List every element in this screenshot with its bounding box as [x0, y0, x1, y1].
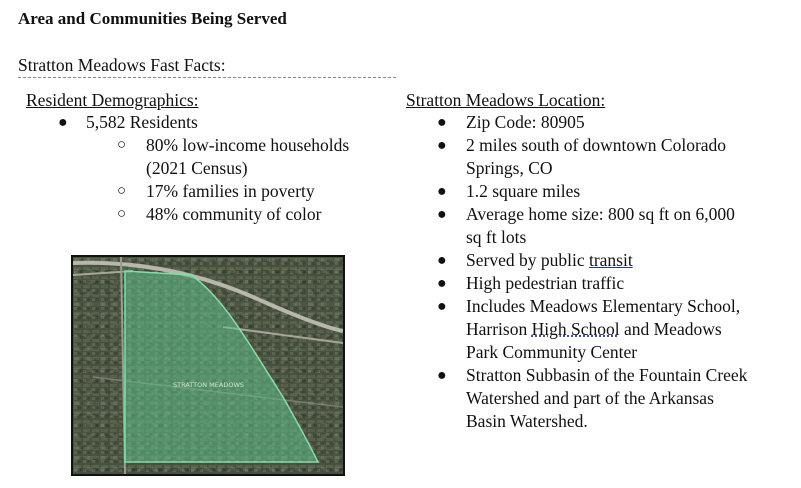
bullet-icon: ●: [437, 206, 447, 223]
low-income-item: 80% low-income households: [146, 135, 350, 155]
demographics-title: Resident Demographics:: [26, 90, 199, 110]
home-size-item: Average home size: 800 sq ft on 6,000: [466, 204, 735, 224]
low-income-item-cont: (2021 Census): [146, 158, 248, 178]
schools-item-cont2: Park Community Center: [466, 342, 638, 362]
poverty-item: 17% families in poverty: [146, 181, 315, 201]
distance-item: 2 miles south of downtown Colorado: [466, 135, 727, 155]
transit-prefix: Served by public: [466, 250, 589, 270]
zip-item: Zip Code: 80905: [466, 112, 585, 132]
watershed-item-cont: Watershed and part of the Arkansas: [466, 388, 714, 408]
location-title: Stratton Meadows Location:: [406, 90, 606, 110]
bullet-icon: ●: [437, 298, 447, 315]
transit-item: [466, 249, 633, 272]
circle-bullet-icon: ○: [117, 206, 127, 222]
bullet-icon: ●: [58, 114, 68, 131]
watershed-item-cont2: Basin Watershed.: [466, 411, 588, 431]
bullet-icon: ●: [437, 252, 447, 269]
bullet-icon: ●: [437, 275, 447, 292]
residents-item: 5,582 Residents: [86, 112, 198, 132]
bullet-icon: ●: [437, 183, 447, 200]
school-suffix: and Meadows: [619, 319, 722, 339]
bullet-icon: ●: [437, 367, 447, 384]
schools-item: Includes Meadows Elementary School,: [466, 296, 741, 316]
watershed-item: Stratton Subbasin of the Fountain Creek: [466, 365, 748, 385]
map-area-label: STRATTON MEADOWS: [173, 381, 244, 389]
fast-facts-title: Stratton Meadows Fast Facts:: [18, 55, 396, 78]
circle-bullet-icon: ○: [117, 137, 127, 153]
bullet-icon: ●: [437, 137, 447, 154]
pedestrian-item: High pedestrian traffic: [466, 273, 625, 293]
transit-word: transit: [588, 250, 633, 270]
home-size-item-cont: sq ft lots: [466, 227, 527, 247]
distance-item-cont: Springs, CO: [466, 158, 553, 178]
aerial-map-image: [71, 255, 345, 476]
area-item: 1.2 square miles: [466, 181, 581, 201]
bullet-icon: ●: [437, 114, 447, 131]
school-prefix: Harrison: [466, 319, 532, 339]
circle-bullet-icon: ○: [117, 183, 127, 199]
aerial-map-svg: [73, 257, 343, 474]
community-color-item: 48% community of color: [146, 204, 322, 224]
school-word: High School: [531, 319, 620, 339]
section-heading: Area and Communities Being Served: [18, 9, 287, 28]
schools-item-cont: [466, 318, 722, 341]
